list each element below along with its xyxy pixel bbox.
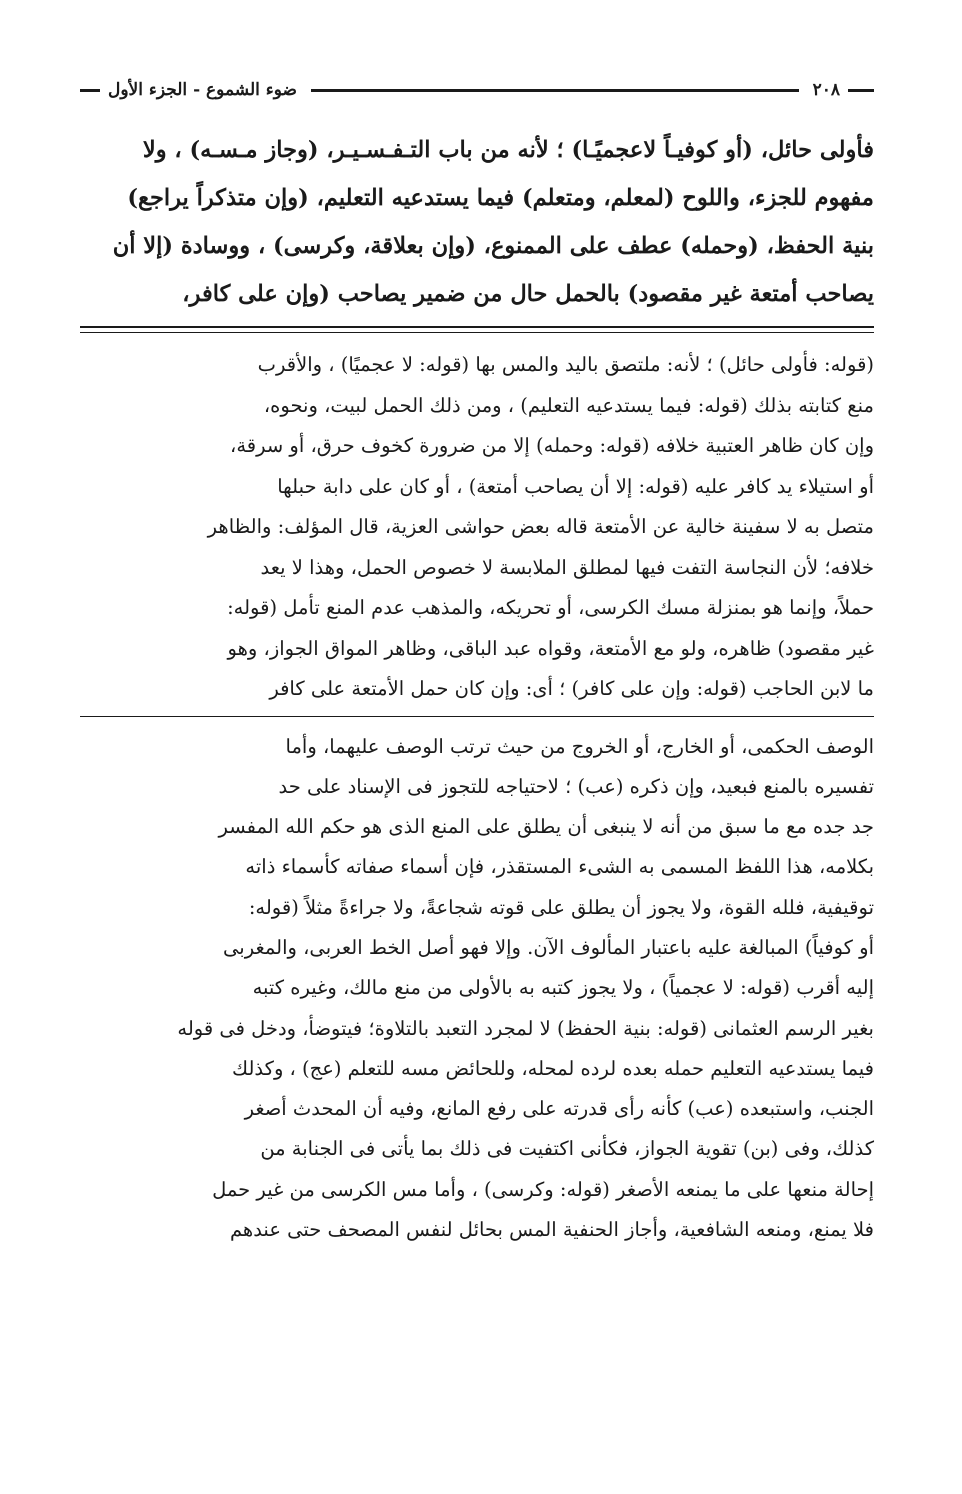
main-text-divider — [80, 326, 874, 333]
commentary-line: خلافه؛ لأن النجاسة التفت فيها لمطلق الملابسة لا خصوص الحمل، وهذا لا يعد — [260, 555, 874, 579]
commentary-line: فلا يمنع، ومنعه الشافعية، وأجاز الحنفية المس بحائل لنفس المصحف حتى عندهم — [229, 1218, 874, 1242]
commentary-lower — [80, 727, 874, 1251]
page-number-group — [813, 80, 874, 100]
commentary-line: بكلامه، هذا اللفظ المسمى به الشىء المستقذر، فإن أسماء صفاته كأسماء ذاته — [245, 855, 874, 879]
commentary-line: جد جده مع ما سبق من أنه لا ينبغى أن يطلق على المنع الذى هو حكم الله المفسر — [218, 815, 874, 839]
commentary-line: (قوله: فأولى حائل) ؛ لأنه: ملتصق باليد والمس بها (قوله: لا عجميًا) ، والأقرب — [257, 353, 874, 376]
commentary-line: إحالة منعها على ما يمنعه الأصغر (قوله: وكرسى) ، وأما مس الكرسى من غير حمل — [212, 1177, 874, 1201]
commentary-line: ما لابن الحاجب (قوله: وإن على كافر) ؛ أى: وإن كان حمل الأمتعة على كافر — [269, 677, 874, 700]
commentary-line: تفسيره بالمنع فبعيد، وإن ذكره (عب) ؛ لاحتياجه للتجوز فى الإسناد على حد — [278, 774, 874, 798]
commentary-upper — [80, 345, 874, 710]
commentary-line: توقيفية، فلله القوة، ولا يجوز أن يطلق على قوته شجاعةً، ولا جراءةً مثلاً (قوله: — [248, 895, 874, 919]
commentary-line: بغير الرسم العثمانى (قوله: بنية الحفظ) لا لمجرد التعبد بالتلاوة؛ فيتوضأ، ودخل فى قوله — [177, 1016, 874, 1040]
commentary-line: حملاً، وإنما هو بمنزلة مسك الكرسى، أو تحريكه، والمذهب عدم المنع تأمل (قوله: — [227, 596, 874, 619]
commentary-line: متصل به لا سفينة خالية عن الأمتعة قاله بعض حواشى العزية، قال المؤلف: والظاهر — [207, 515, 874, 538]
running-title: ضوء الشموع - الجزء الأول — [108, 80, 297, 100]
book-page — [80, 70, 874, 1250]
commentary-line: كذلك، وفى (بن) تقوية الجواز، فكأنى اكتفيت فى ذلك بما يأتى فى الجنابة من — [260, 1137, 874, 1161]
commentary-line: أو كوفياً) المبالغة عليه باعتبار المألوف الآن. وإلا فهو أصل الخط العربى، والمغربى — [223, 935, 874, 959]
commentary-line: الوصف الحكمى، أو الخارج، أو الخروج من حيث ترتب الوصف عليهما، وأما — [285, 734, 874, 758]
main-text — [80, 126, 874, 318]
main-text-line: يصاحب أمتعة غير مقصود) بالحمل حال من ضمير يصاحب (وإن على كافر، — [182, 281, 874, 307]
commentary-line: منع كتابته بذلك (قوله: فيما يستدعيه التعليم) ، ومن ذلك الحمل لبيت، ونحوه، — [263, 393, 874, 417]
main-text-line: مفهوم للجزء، واللوح (لمعلم، ومتعلم) فيما يستدعيه التعليم، (وإن متذكراً يراجع) — [127, 185, 874, 211]
commentary-line: أو استيلاء يد كافر عليه (قوله: إلا أن يصاحب أمتعة) ، أو كان على دابة حبلها — [277, 474, 874, 498]
commentary-line: الجنب، واستبعده (عب) كأنه رأى قدرته على رفع المانع، وفيه أن المحدث أصغر — [244, 1097, 874, 1121]
commentary-divider — [80, 716, 874, 717]
header-dash — [848, 89, 874, 92]
header-rule — [311, 89, 799, 92]
main-text-line: بنية الحفظ، (وحمله) عطف على الممنوع، (وإن بعلاقة، وكرسى) ، ووسادة (إلا أن — [112, 233, 874, 259]
running-title-group — [80, 80, 297, 100]
running-header — [80, 70, 874, 110]
commentary-line: إليه أقرب (قوله: لا عجمياً) ، ولا يجوز كتبه به بالأولى من منع مالك، وغيره كتبه — [252, 976, 874, 1000]
commentary-line: غير مقصود) ظاهره، ولو مع الأمتعة، وقواه عبد الباقى، وظاهر المواق الجواز، وهو — [227, 636, 874, 660]
commentary-line: فيما يستدعيه التعليم حمله بعده لرده لمحله، وللحائض مسه للتعلم (عج) ، وكذلك — [232, 1056, 874, 1080]
main-text-line: فأولى حائل، (أو كوفيـاً لاعجميًـا) ؛ لأنه من باب التـفـسـيـر، (وجاز مـسـه) ، ولا — [142, 137, 874, 163]
header-dash — [80, 89, 100, 92]
commentary-line: وإن كان ظاهر العتبية خلافه (قوله: وحمله) إلا من ضرورة كخوف حرق، أو سرقة، — [230, 434, 874, 457]
page-number: ٢٠٨ — [812, 80, 840, 100]
